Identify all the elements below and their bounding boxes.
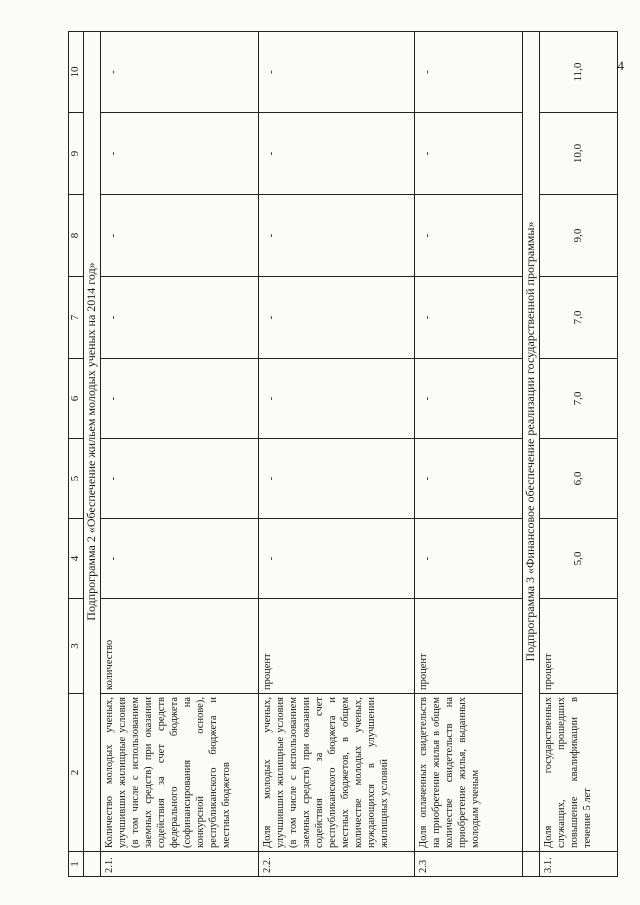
- indicator-name: Доля государственных служащих, прошедших повышение квалификации в течение 5 лет: [540, 694, 618, 852]
- col-header-10: 10: [69, 32, 84, 113]
- row-number: 3.1.: [540, 852, 618, 877]
- value-cell: -: [415, 195, 523, 277]
- row-number: 2.1.: [101, 852, 259, 877]
- subprogram-2-title: Подпрограмма 2 «Обеспечение жильем молодых ученых на 2014 год»: [84, 32, 101, 852]
- value-cell: 5,0: [540, 519, 618, 599]
- value-cell: 7,0: [540, 277, 618, 359]
- indicator-name: Количество молодых ученых, улучшивших жилищные условия (в том числе с использованием заемных средств) при оказании содействия за счет средств федерального бюджета (софинансирования на конкурсной основе), республиканского бюджета и местных бюджетов: [101, 694, 259, 852]
- value-cell: -: [415, 277, 523, 359]
- col-header-3: 3: [69, 599, 84, 694]
- value-cell: -: [415, 519, 523, 599]
- col-header-7: 7: [69, 277, 84, 359]
- unit: процент: [415, 599, 523, 694]
- value-cell: -: [415, 439, 523, 519]
- row-number: 2.2.: [259, 852, 415, 877]
- rotated-table-wrapper: [68, 32, 618, 877]
- col-header-4: 4: [69, 519, 84, 599]
- value-cell: -: [101, 32, 259, 113]
- value-cell: -: [101, 277, 259, 359]
- value-cell: -: [259, 195, 415, 277]
- value-cell: -: [259, 277, 415, 359]
- value-cell: -: [101, 519, 259, 599]
- value-cell: 11,0: [540, 32, 618, 113]
- value-cell: -: [415, 113, 523, 195]
- col-header-5: 5: [69, 439, 84, 519]
- value-cell: 9,0: [540, 195, 618, 277]
- col-header-1: 1: [69, 852, 84, 877]
- col-header-2: 2: [69, 694, 84, 852]
- value-cell: -: [259, 359, 415, 439]
- value-cell: -: [259, 113, 415, 195]
- value-cell: -: [415, 359, 523, 439]
- value-cell: -: [101, 359, 259, 439]
- table-row: [259, 32, 415, 877]
- unit: количество: [101, 599, 259, 694]
- value-cell: 10,0: [540, 113, 618, 195]
- row-number: 2.3: [415, 852, 523, 877]
- unit: процент: [259, 599, 415, 694]
- unit: процент: [540, 599, 618, 694]
- table-row: [540, 32, 618, 877]
- value-cell: -: [101, 195, 259, 277]
- page-number: 4: [617, 58, 624, 73]
- indicator-name: Доля оплаченных свидетельств на приобретение жилья в общем количестве свидетельств на приобретение жилья, выданных молодым ученым: [415, 694, 523, 852]
- value-cell: -: [259, 519, 415, 599]
- col-header-6: 6: [69, 359, 84, 439]
- col-header-9: 9: [69, 113, 84, 195]
- value-cell: -: [259, 32, 415, 113]
- col-header-8: 8: [69, 195, 84, 277]
- column-number-row: [69, 32, 84, 877]
- value-cell: -: [259, 439, 415, 519]
- value-cell: -: [101, 439, 259, 519]
- indicators-table: [68, 31, 618, 877]
- subprogram-3-title: Подпрограмма 3 «Финансовое обеспечение реализации государственной программы»: [523, 32, 540, 852]
- indicator-name: Доля молодых ученых, улучшивших жилищные условия (в том числе с использованием заемных средств) при оказании содействия за счет республиканского бюджета и местных бюджетов, в общем количестве молодых ученых, нуждающихся в улучшении жилищных условий: [259, 694, 415, 852]
- value-cell: 6,0: [540, 439, 618, 519]
- subprogram-3-row: [523, 32, 540, 877]
- value-cell: -: [101, 113, 259, 195]
- value-cell: -: [415, 32, 523, 113]
- subprogram-2-row: [84, 32, 101, 877]
- table-row: [415, 32, 523, 877]
- table-row: [101, 32, 259, 877]
- value-cell: 7,0: [540, 359, 618, 439]
